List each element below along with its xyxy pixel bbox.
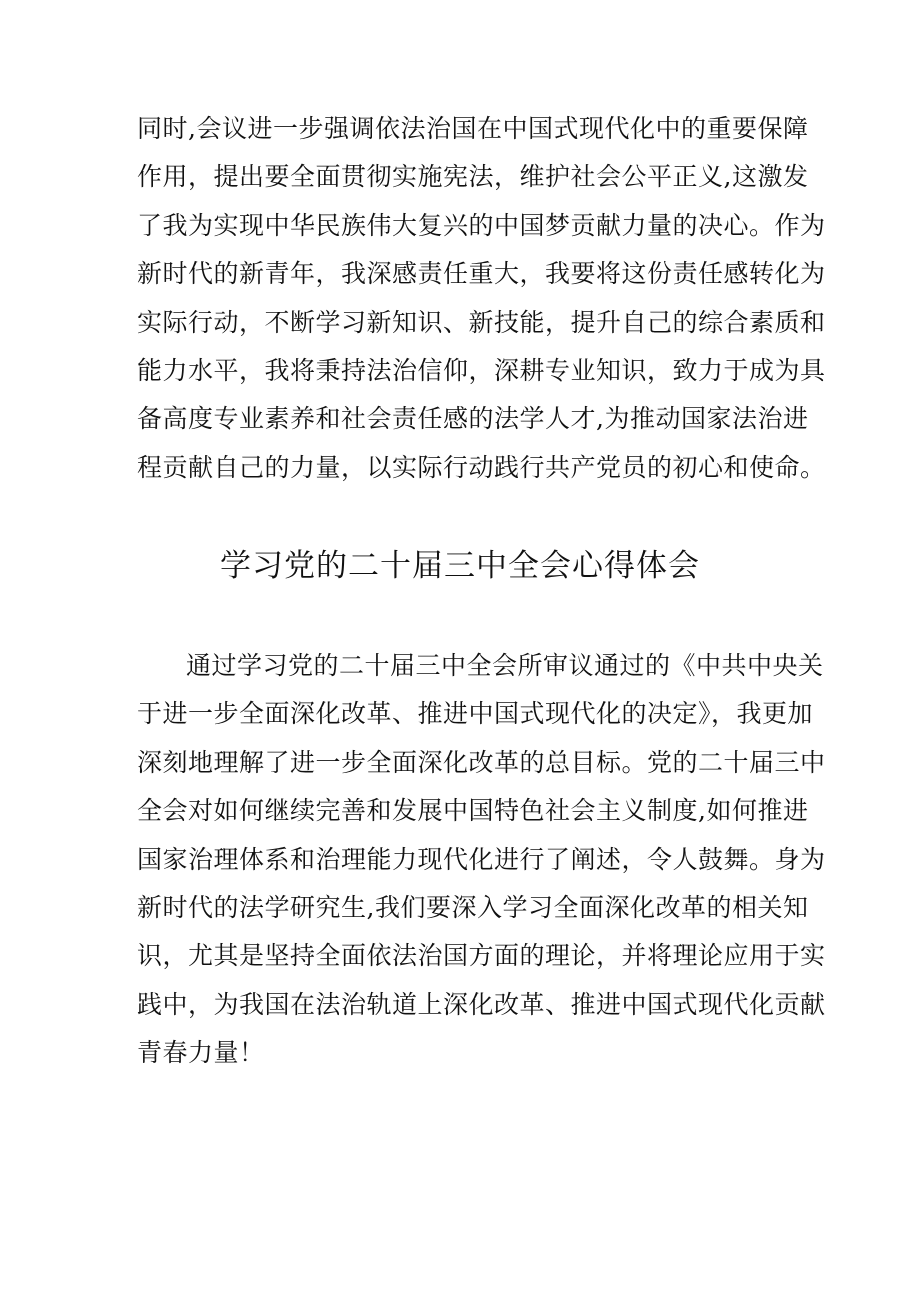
text-line: 实际行动，不断学习新知识、新技能，提升自己的综合素质和	[137, 307, 826, 337]
text-line: 程贡献自己的力量，以实际行动践行共产党员的初心和使命。	[137, 452, 826, 482]
text-line: 深刻地理解了进一步全面深化改革的总目标。党的二十届三中	[137, 747, 826, 777]
text-line: 全会对如何继续完善和发展中国特色社会主义制度,如何推进	[137, 796, 809, 826]
text-line: 作用，提出要全面贯彻实施宪法，维护社会公平正义,这激发	[137, 162, 809, 192]
text-line: 新时代的法学研究生,我们要深入学习全面深化改革的相关知	[137, 892, 809, 922]
text-line: 了我为实现中华民族伟大复兴的中国梦贡献力量的决心。作为	[137, 210, 826, 240]
text-line: 国家治理体系和治理能力现代化进行了阐述，令人鼓舞。身为	[137, 844, 826, 874]
paragraph-body	[137, 642, 826, 1078]
text-line: 践中，为我国在法治轨道上深化改革、推进中国式现代化贡献	[137, 989, 826, 1019]
text-line: 备高度专业素养和社会责任感的法学人才,为推动国家法治进	[137, 404, 809, 434]
text-line: 新时代的新青年，我深感责任重大，我要将这份责任感转化为	[137, 259, 826, 289]
text-line: 通过学习党的二十届三中全会所审议通过的《中共中央关	[186, 651, 824, 680]
text-line: 同时,会议进一步强调依法治国在中国式现代化中的重要保障	[137, 114, 809, 143]
section-title: 学习党的二十届三中全会心得体会	[220, 548, 700, 584]
text-line: 于进一步全面深化改革、推进中国式现代化的决定》，我更加	[137, 699, 814, 729]
text-line: 能力水平，我将秉持法治信仰，深耕专业知识，致力于成为具	[137, 355, 826, 385]
text-line: 青春力量！	[137, 1038, 265, 1068]
paragraph-continued	[137, 105, 826, 492]
text-line: 识，尤其是坚持全面依法治国方面的理论，并将理论应用于实	[137, 941, 826, 971]
